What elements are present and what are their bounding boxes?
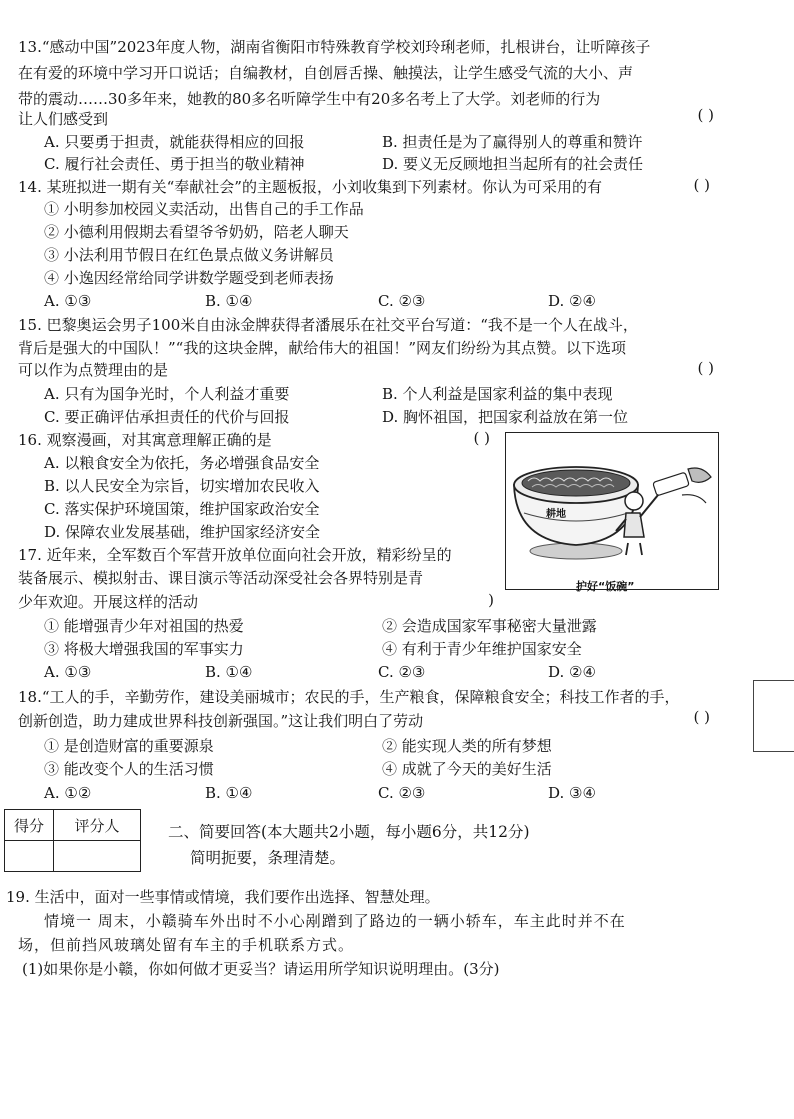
q13-stem-line1: 13.“感动中国”2023年度人物，湖南省衡阳市特殊教育学校刘玲琍老师，扎根讲台，让听障孩子 (18, 38, 651, 56)
q17-statement-3: ③ 将极大增强我国的军事实力 (44, 640, 244, 658)
cartoon-caption: 护好“饭碗” (576, 580, 635, 593)
q14-option-d[interactable]: D. ②④ (548, 292, 596, 310)
grader-label: 评分人 (54, 810, 141, 841)
q18-option-b[interactable]: B. ①④ (205, 784, 253, 802)
q18-stem-line1: 18.“工人的手，辛勤劳作，建设美丽城市；农民的手，生产粮食，保障粮食安全；科技工作者的手， (18, 688, 680, 706)
q13-stem-line4: 让人们感受到 (18, 110, 109, 128)
q15-option-c[interactable]: C. 要正确评估承担责任的代价与回报 (44, 408, 290, 426)
bowl-label: 耕地 (546, 509, 566, 520)
q18-statement-1: ① 是创造财富的重要源泉 (44, 737, 214, 755)
q17-answer-blank[interactable]: ) (488, 591, 494, 609)
q18-answer-blank[interactable]: ( ) (693, 708, 710, 726)
q16-stem: 16. 观察漫画，对其寓意理解正确的是 (18, 431, 272, 449)
q16-option-a[interactable]: A. 以粮食安全为依托，务必增强食品安全 (44, 454, 320, 472)
q13-option-a[interactable]: A. 只要勇于担责，就能获得相应的回报 (44, 133, 305, 151)
q15-option-b[interactable]: B. 个人利益是国家利益的集中表现 (382, 385, 613, 403)
q13-stem-line3: 带的震动……30多年来，她教的80多名听障学生中有20多名考上了大学。刘老师的行为 (18, 90, 601, 108)
grader-cell[interactable] (54, 841, 141, 872)
q16-option-c[interactable]: C. 落实保护环境国策，维护国家政治安全 (44, 500, 320, 518)
q18-statement-2: ② 能实现人类的所有梦想 (382, 737, 552, 755)
q19-subquestion-1: (1)如果你是小赣，你如何做才更妥当？请运用所学知识说明理由。(3分) (22, 960, 500, 978)
q15-stem-line2: 背后是强大的中国队！”“我的这块金牌，献给伟大的祖国！”网友们纷纷为其点赞。以下选项 (18, 339, 627, 357)
score-label: 得分 (5, 810, 54, 841)
section-2-subtitle: 简明扼要，条理清楚。 (190, 849, 346, 867)
q17-option-b[interactable]: B. ①④ (205, 663, 253, 681)
q16-answer-blank[interactable]: ( ) (473, 429, 490, 447)
q14-option-a[interactable]: A. ①③ (44, 292, 92, 310)
q17-option-a[interactable]: A. ①③ (44, 663, 92, 681)
q17-option-d[interactable]: D. ②④ (548, 663, 596, 681)
q17-statement-2: ② 会造成国家军事秘密大量泄露 (382, 617, 597, 635)
q14-stem: 14. 某班拟进一期有关“奉献社会”的主题板报，小刘收集到下列素材。你认为可采用的有 (18, 178, 602, 196)
q18-option-a[interactable]: A. ①② (44, 784, 92, 802)
q15-option-a[interactable]: A. 只有为国争光时，个人利益才重要 (44, 385, 290, 403)
q16-option-d[interactable]: D. 保障农业发展基础，维护国家经济安全 (44, 523, 321, 541)
q14-option-b[interactable]: B. ①④ (205, 292, 253, 310)
q16-cartoon (505, 432, 719, 590)
q13-stem-line2: 在有爱的环境中学习开口说话；自编教材，自创唇舌操、触摸法，让学生感受气流的大小、声 (18, 64, 634, 82)
q15-option-d[interactable]: D. 胸怀祖国，把国家利益放在第一位 (382, 408, 629, 426)
q14-option-c[interactable]: C. ②③ (378, 292, 426, 310)
q17-stem-line1: 17. 近年来，全军数百个军营开放单位面向社会开放，精彩纷呈的 (18, 546, 452, 564)
q17-option-c[interactable]: C. ②③ (378, 663, 426, 681)
q18-statement-4: ④ 成就了今天的美好生活 (382, 760, 552, 778)
q18-option-d[interactable]: D. ③④ (548, 784, 596, 802)
q15-answer-blank[interactable]: ( ) (697, 359, 714, 377)
q17-statement-1: ① 能增强青少年对祖国的热爱 (44, 617, 244, 635)
page-edge-bracket (753, 680, 794, 752)
q16-option-b[interactable]: B. 以人民安全为宗旨，切实增加农民收入 (44, 477, 320, 495)
score-cell[interactable] (5, 841, 54, 872)
q13-option-d[interactable]: D. 要义无反顾地担当起所有的社会责任 (382, 155, 644, 173)
q13-answer-blank[interactable]: ( ) (697, 106, 714, 124)
q18-option-c[interactable]: C. ②③ (378, 784, 426, 802)
q17-stem-line3: 少年欢迎。开展这样的活动 (18, 593, 199, 611)
q14-answer-blank[interactable]: ( ) (693, 176, 710, 194)
q15-stem-line1: 15. 巴黎奥运会男子100米自由泳金牌获得者潘展乐在社交平台写道：“我不是一个人在战斗， (18, 316, 638, 334)
q14-statement-4: ④ 小逸因经常给同学讲数学题受到老师表扬 (44, 269, 334, 287)
section-2-title: 二、简要回答(本大题共2小题，每小题6分，共12分) (168, 823, 530, 841)
q14-statement-1: ① 小明参加校园义卖活动，出售自己的手工作品 (44, 200, 364, 218)
q14-statement-2: ② 小德利用假期去看望爷爷奶奶，陪老人聊天 (44, 223, 349, 241)
q15-stem-line3: 可以作为点赞理由的是 (18, 361, 169, 379)
q17-statement-4: ④ 有利于青少年维护国家安全 (382, 640, 582, 658)
q13-option-b[interactable]: B. 担责任是为了赢得别人的尊重和赞许 (382, 133, 643, 151)
q19-scenario-line2: 场，但前挡风玻璃处留有车主的手机联系方式。 (18, 936, 355, 954)
score-table (4, 809, 141, 872)
q18-statement-3: ③ 能改变个人的生活习惯 (44, 760, 214, 778)
q14-statement-3: ③ 小法利用节假日在红色景点做义务讲解员 (44, 246, 334, 264)
q17-stem-line2: 装备展示、模拟射击、课目演示等活动深受社会各界特别是青 (18, 569, 424, 587)
q19-scenario-line1: 情境一 周末，小赣骑车外出时不小心剐蹭到了路边的一辆小轿车，车主此时并不在 (44, 912, 626, 930)
q18-stem-line2: 创新创造，助力建成世界科技创新强国。”这让我们明白了劳动 (18, 712, 424, 730)
q19-stem: 19. 生活中，面对一些事情或情境，我们要作出选择、智慧处理。 (6, 888, 440, 906)
q13-option-c[interactable]: C. 履行社会责任、勇于担当的敬业精神 (44, 155, 305, 173)
rice-bowl-cartoon-illustration (506, 433, 717, 588)
